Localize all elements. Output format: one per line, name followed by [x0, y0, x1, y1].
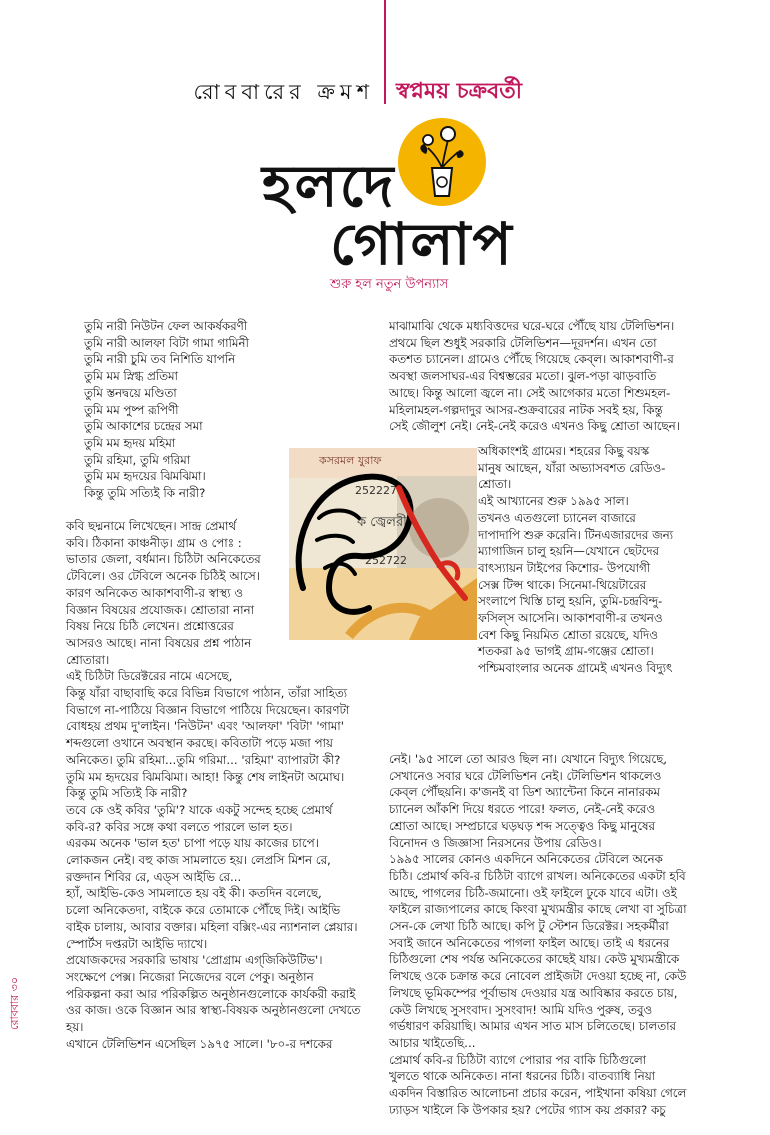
poem-line: তুমি আকাশের চন্দ্রের সমা — [84, 419, 203, 434]
text-line: বিভাগে না-পাঠিয়ে বিজ্ঞান বিভাগে পাঠিয়ে দিয়েছেন। কারণটা — [66, 702, 350, 717]
text-line: প্রেমার্থ কবি-র চিঠিটা ব্যাগে পোরার পর বাকি চিঠিগুলো — [389, 1052, 647, 1067]
text-line: তখনও এতগুলো চ্যানেল বাজারে — [478, 510, 636, 525]
text-line: লিখছে ভূমিকম্পের পূর্বাভাষ দেওয়ার যন্ত্র আবিষ্কার করতে চায়, — [389, 985, 678, 1000]
poem-block — [84, 318, 249, 502]
text-line: আচার খাইতেছি... — [389, 1035, 476, 1050]
text-line: মানুষ আছেন, যাঁরা অভ্যাসবশত রেডিও- — [478, 460, 666, 475]
text-line: এই আখ্যানের শুরু ১৯৯৫ সাল। — [478, 494, 629, 509]
text-line: কিন্তু তুমি সত্যিই কি নারী? — [66, 786, 188, 801]
text-line: সংক্ষেপে পেক্স। নিজেরা নিজেদের বলে পেকু। অনুষ্ঠান — [66, 969, 314, 984]
text-line: লোকজন নেই। বহু কাজ সামলাতে হয়। লেপ্রসি মিশন রে, — [66, 853, 331, 868]
text-line: কবি ছদ্মনামে লিখেছেন। সান্দ্র প্রেমার্থ — [66, 519, 237, 533]
text-line: কবি-র? কবির সঙ্গে কথা বলতে পারলে ভাল হত। — [66, 819, 293, 834]
text-line: শব্দগুলো ওখানে অবস্থান করছে। কবিতাটা পড়ে মজা পায় — [66, 736, 333, 751]
story-title-line2: গোলাপ — [330, 210, 514, 278]
text-line: আছে, পাগলের চিঠি-জমানো। ওই ফাইলে ঢুকে যাবে এটা। ওই — [389, 885, 677, 900]
text-line: পরিকল্পনা করা আর পরিকল্পিত অনুষ্ঠানগুলোকে কার্যকরী করাই — [66, 986, 356, 1001]
poem-line: তুমি মম হৃদয়ের ঝিমঝিমা। — [84, 469, 206, 484]
text-line: হ্যাঁ, আইভি-কেও সামলাতে হয় বই কী। কতদিন বলেছে, — [66, 886, 322, 901]
poem-line: তুমি নারী চুমি তব নিশিতি যাপনি — [84, 352, 236, 367]
page-folio: রোববার ৩০ — [8, 977, 21, 1030]
poem-line: তুমি নারী আলফা বিটা গামা গামিনী — [84, 335, 249, 350]
text-line: কারণ অনিকেত আকাশবাণী-র স্বাস্থ্য ও — [66, 585, 243, 600]
text-line: বেশ কিছু নিয়মিত শ্রোতা রয়েছে, যদিও — [478, 627, 658, 642]
text-line: কবি। ঠিকানা কাঞ্চনীড়। গ্রাম ও পোঃ : — [66, 535, 242, 550]
currency-note-collage-icon — [289, 448, 477, 640]
stamp-text-3: ক জ্বেলরী — [357, 515, 407, 530]
stamp-text-4: 252722 — [365, 554, 407, 567]
right-column-mid-text — [478, 443, 728, 677]
text-line: এখানে টেলিভিশন এসেছিল ১৯৭৫ সালে। '৮০-র দশকের — [66, 1036, 333, 1051]
text-line: অবস্থা জলসাঘর-এর বিশ্বম্ভরের মতো। ঝুল-পড়া ঝাড়বাতি — [389, 369, 657, 384]
text-line: বিনোদন ও জিজ্ঞাসা নিরসনের উপায় রেডিও। — [389, 835, 602, 850]
text-line: সেন-কে লেখা চিঠি আছে। কপি টু স্টেশন ডিরেক্টর। সহকর্মীরা — [389, 919, 669, 934]
text-line: ১৯৯৫ সালের কোনও একদিনে অনিকেতের টেবিলে অনেক — [389, 852, 663, 867]
rose-pot-icon — [398, 118, 486, 206]
series-label: রোববারের ক্রমশ — [193, 80, 374, 104]
text-line: তুমি মম হৃদয়ের ঝিমঝিমা। আহা! কিন্তু শেষ লাইনটা অমোঘ। — [66, 769, 345, 784]
poem-line: কিন্তু তুমি সত্যিই কি নারী? — [84, 486, 206, 501]
text-line: বাইক চালায়, আবার বক্তার। মহিলা বক্সিং-এর ন্যাশনাল প্লেয়ার। — [66, 919, 358, 934]
right-column-bottom-text — [389, 751, 719, 1118]
text-line: রক্তদান শিবির রে, এড্‌স আইভি রে... — [66, 869, 242, 884]
poem-line: তুমি নারী নিউটন ফেল আকর্ষকরণী — [84, 319, 248, 333]
poem-line: তুমি মম স্নিগ্ধ প্রতিমা — [84, 369, 178, 384]
text-line: চিঠিগুলো শেষ পর্যন্ত অনিকেতের কাছেই যায়। কেউ মুখ্যমন্ত্রীকে — [389, 952, 680, 967]
text-line: আছে। কিন্তু আলো জ্বলে না। সেই আগেকার মতো শিশুমহল- — [389, 385, 671, 400]
text-line: বিষয় নিয়ে চিঠি লেখেন। প্রশ্নোত্তরের — [66, 619, 234, 634]
text-line: নেই। '৯৫ সালে তো আরও ছিল না। যেখানে বিদ্যুৎ গিয়েছে, — [389, 752, 668, 766]
poem-line: তুমি মম হৃদয় মহিমা — [84, 435, 176, 450]
text-line: শ্রোতারা। — [66, 652, 110, 667]
text-line: চলো অনিকেতদা, বাইকে করে তোমাকে পৌঁছে দিই। আইভি — [66, 903, 341, 918]
text-line: হয়। — [66, 1020, 84, 1035]
text-line: ওর কাজ। ওকে বিজ্ঞান আর স্বাস্থ্য-বিষয়ক অনুষ্ঠানগুলো দেখতে — [66, 1003, 361, 1018]
text-line: এরকম অনেক 'ভাল হত' চাপা পড়ে যায় কাজের চাপে। — [66, 836, 319, 851]
text-line: প্রথমে ছিল শুধুই সরকারি টেলিভিশন—দূরদর্শন। এখন তো — [389, 335, 657, 350]
text-line: ফসিল্স আসেনি। আকাশবাণী-র তখনও — [478, 611, 663, 626]
text-line: শ্রোতা আছে। সম্প্রচারে ঘড়ঘড় শব্দ সত্ত্বেও কিছু মানুষের — [389, 818, 656, 833]
text-line: বাৎস্যায়ন টাইপের কিশোর- উপযোগী — [478, 560, 651, 575]
text-line: টেবিলে। ওর টেবিলে অনেক চিঠিই আসে। — [66, 569, 260, 584]
text-line: বিজ্ঞান বিষয়ের প্রযোজক। শ্রোতারা নানা — [66, 602, 254, 617]
text-line: স্পোর্টস দপ্তরটা আইভি দ্যাখে। — [66, 936, 208, 951]
text-line: ঢ্যাড়স খাইলে কি উপকার হয়? পেটের গ্যাস কয় প্রকার? কচু — [389, 1102, 666, 1117]
text-line: কেউ লিখছে সুসংবাদ। সুসংবাদ! আমি যদিও পুরুষ, তবুও — [389, 1002, 653, 1017]
text-line: সেই জৌলুশ নেই। নেই-নেই করেও এখনও কিছু শ্রোতা আছেন। — [389, 419, 680, 434]
text-line: বোধহয় প্রথম দু'লাইন। 'নিউটন' এবং 'আলফা' 'বিটা' 'গামা' — [66, 719, 344, 734]
text-line: সবাই জানে অনিকেতের পাগলা ফাইল আছে। তাই এ ধরনের — [389, 935, 670, 950]
text-line: সেক্স টিপ্স থাকে। সিনেমা-থিয়েটারের — [478, 577, 647, 592]
text-line: লিখছে ওকে চক্রান্ত করে নোবেল প্রাইজটা দেওয়া হচ্ছে না, কেউ — [389, 969, 687, 984]
text-line: ম্যাগাজিন চালু হয়নি—যেখানে ছেটদের — [478, 544, 660, 559]
text-line: মহিলামহল-গল্পদাদুর আসর-শুক্রবারের নাটক সবই হয়, কিন্তু — [389, 402, 663, 417]
text-line: চ্যানেল আঁকশি দিয়ে ধরতে পারে! ফলত, নেই-নেই করেও — [389, 802, 656, 817]
right-column-top-text — [389, 318, 719, 435]
text-line: মাঝামাঝি থেকে মধ্যবিত্তদের ঘরে-ঘরে পৌঁছে যায় টেলিভিশন। — [389, 319, 675, 333]
text-line: চিঠি। প্রেমার্থ কবি-র চিঠিটা ব্যাগে রাখল। অনিকেতের একটা হবি — [389, 868, 686, 883]
illustration-image — [289, 448, 477, 640]
text-line: সংলাপে খিস্তি চালু হয়নি, তুমি-চন্দ্রবিন্দু- — [478, 594, 663, 609]
poem-line: তুমি রহিমা, তুমি গরিমা — [84, 452, 191, 467]
text-line: ভাতার জেলা, বর্ধমান। চিঠিটা অনিকেতের — [66, 552, 261, 567]
poem-line: তুমি স্তনদ্বয়ে মণ্ডিতা — [84, 385, 177, 400]
text-line: আসরও আছে। নানা বিষয়ের প্রশ্ন পাঠান — [66, 635, 252, 650]
text-line: গর্ভধারণ করিয়াছি। আমার এখন সাত মাস চলিতেছে। চালতার — [389, 1019, 677, 1034]
text-line: পশ্চিমবাংলার অনেক গ্রামেই এখনও বিদ্যুৎ — [478, 661, 673, 676]
author-name: স্বপ্নময় চক্রবর্তী — [396, 79, 523, 104]
text-line: দাপাদাপি শুরু করেনি। টিনএজারদের জন্য — [478, 527, 674, 542]
text-line: শ্রোতা। — [478, 477, 512, 492]
text-line: অনিকেত। তুমি রহিমা...তুমি গরিমা... 'রহিমা' ব্যাপারটা কী? — [66, 752, 341, 767]
text-line: কেব্‌ল পৌঁছয়নি। ক'জনই বা ডিশ অ্যান্টেনা কিনে নানারকম — [389, 785, 660, 800]
text-line: একদিন বিস্তারিত আলোচনা প্রচার করেন, পাইখানা কষিয়া গেলে — [389, 1086, 687, 1101]
intro-caption: শুরু হল নতুন উপন্যাস — [330, 277, 449, 292]
story-title-line1: হলদে — [262, 152, 396, 220]
header-divider — [384, 0, 386, 104]
text-line: তবে কে ওই কবির 'তুমি'? যাকে একটু সন্দেহ হচ্ছে প্রেমার্থ — [66, 802, 333, 817]
text-line: এই চিঠিটা ডিরেক্টরের নামে এসেছে, — [66, 669, 233, 684]
text-line: শতকরা ৯৫ ভাগই গ্রাম-গঞ্জের শ্রোতা। — [478, 644, 654, 659]
text-line: অধিকাংশই গ্রামের। শহরের কিছু বয়স্ক — [478, 444, 650, 458]
text-line: প্রযোজকদের সরকারি ভাষায় 'প্রোগ্রাম এগ্‌জিকিউটিভ'। — [66, 953, 323, 968]
poem-line: তুমি মম পুষ্প রূপিণী — [84, 402, 179, 417]
text-line: সেখানেও সবার ঘরে টেলিভিশন নেই। টেলিভিশন থাকলেও — [389, 768, 662, 783]
text-line: খুলতে থাকে অনিকেত। নানা ধরনের চিঠি। বাতব্যাধি নিয়া — [389, 1069, 656, 1084]
text-line: ফাইলে রাজ্যপালের কাছে কিংবা মুখ্যমন্ত্রীর কাছে লেখা বা সুচিত্রা — [389, 902, 687, 917]
stamp-text-1: কসরমল যুরাফ — [319, 454, 382, 467]
text-line: কিন্তু যাঁরা বাছাবাছি করে বিভিন্ন বিভাগে পাঠান, তাঁরা সাহিত্য — [66, 686, 348, 701]
stamp-text-2: 252227 — [355, 484, 397, 497]
text-line: কতশত চ্যানেল। গ্রামেও পৌঁছে গিয়েছে কেব্‌ল। আকাশবাণী-র — [389, 352, 674, 367]
